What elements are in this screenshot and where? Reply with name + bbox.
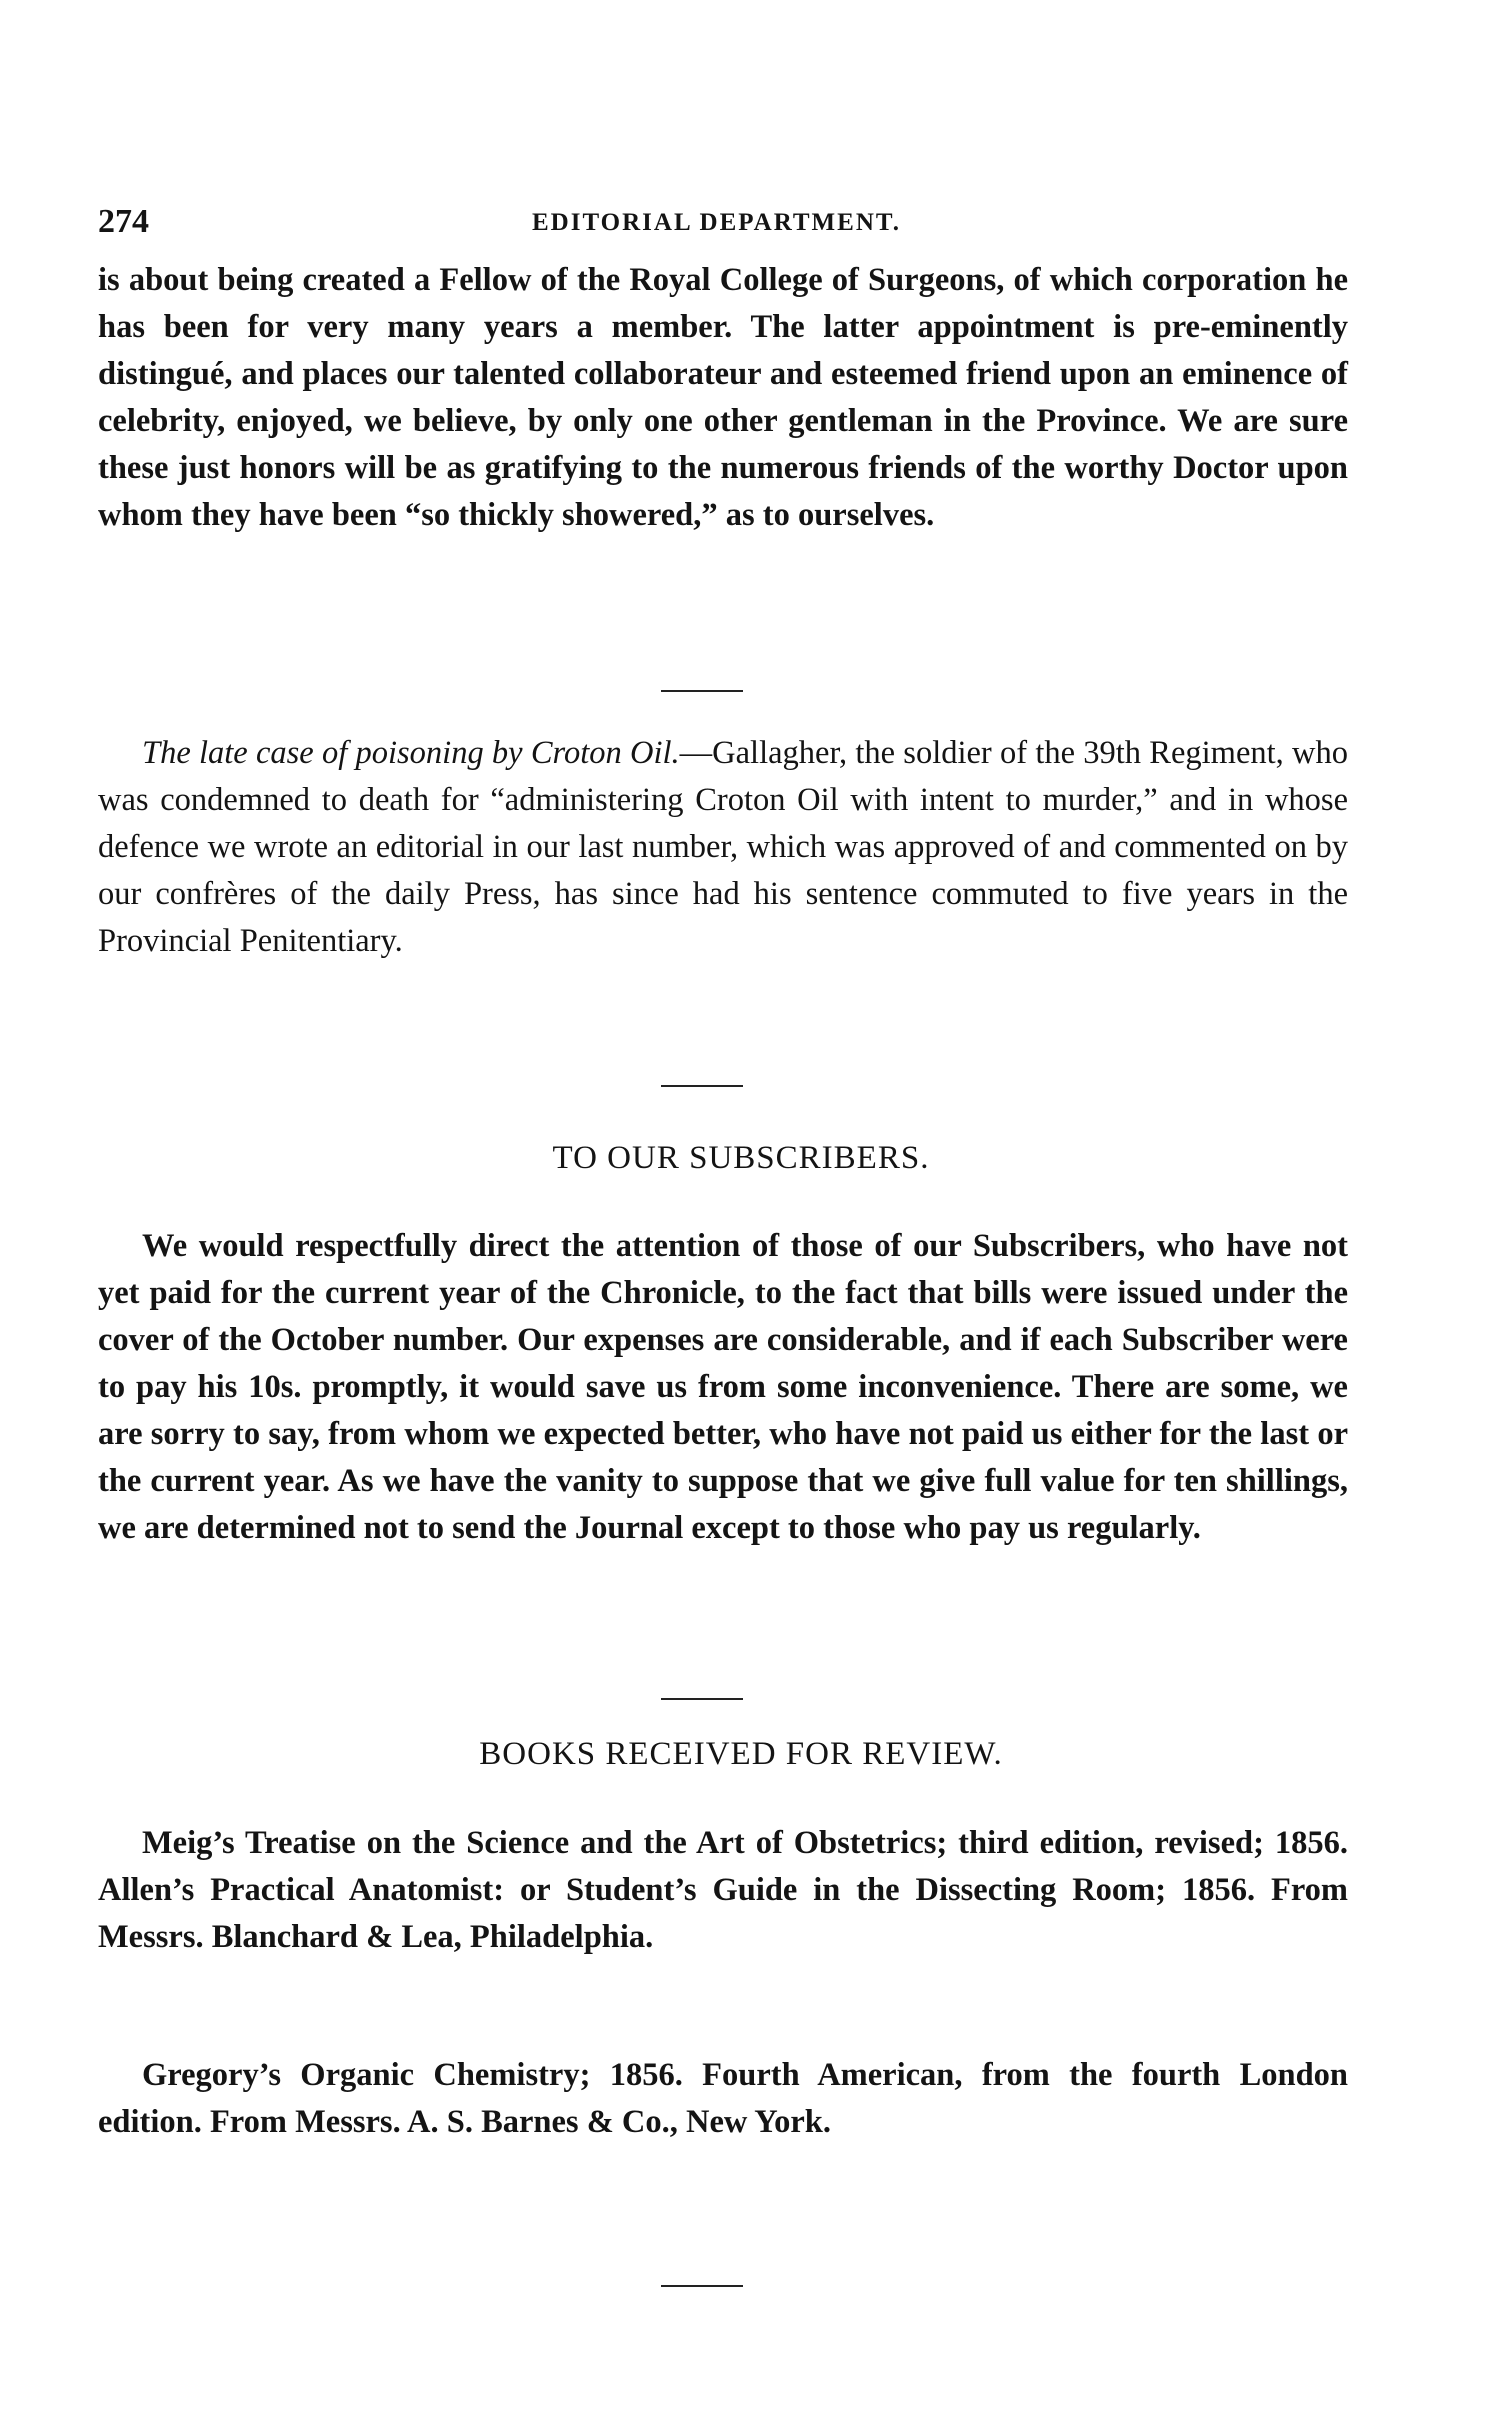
heading-books-received: BOOKS RECEIVED FOR REVIEW.	[479, 1736, 1003, 1772]
paragraph-books-2: Gregory’s Organic Chemistry; 1856. Fourth American, from the fourth London edition. From Messrs. A. S. Barnes & Co., New York.	[98, 2057, 1348, 2140]
paragraph-books-1: Meig’s Treatise on the Science and the Art of Obstetrics; third edition, revised; 1856. Allen’s Practical Anatomist: or Student’s Guide in the Dissecting Room; 1856. From Messrs. Blanchard & Lea, Philadelphia.	[98, 1825, 1348, 1955]
running-head-title: EDITORIAL DEPARTMENT.	[532, 209, 901, 236]
paragraph-subscribers: We would respectfully direct the attention of those of our Subscribers, who have not yet paid for the current year of the Chronicle, to the fact that bills were issued under the cover of the October number. Our expenses are considerable, and if each Subscriber were to pay his 10s. promptly, it would save us from some inconvenience. There are some, we are sorry to say, from whom we expected better, who have not paid us either for the last or the current year. As we have the vanity to suppose that we give full value for ten shillings, we are determined not to send the Journal except to those who pay us regularly.	[98, 1228, 1348, 1546]
paragraph-croton-oil	[98, 730, 1348, 965]
section-divider	[661, 690, 743, 692]
section-divider	[661, 1698, 743, 1700]
paragraph-text: —Gallagher, the soldier of the 39th Regiment, who was condemned to death for “administering Croton Oil with intent to murder,” and in whose defence we wrote an editorial in our last number, which was approved of and commented on by our confrères of the daily Press, has since had his sentence commuted to five years in the Provincial Penitentiary.	[98, 735, 1348, 959]
section-divider	[661, 2285, 743, 2287]
page-number: 274	[98, 203, 149, 240]
heading-subscribers: TO OUR SUBSCRIBERS.	[552, 1140, 930, 1176]
paragraph-lede: The late case of poisoning by Croton Oil.	[142, 735, 680, 771]
section-divider	[661, 1085, 743, 1087]
running-head	[98, 203, 1348, 243]
paragraph-fellowship: is about being created a Fellow of the Royal College of Surgeons, of which corporation he has been for very many years a member. The latter appointment is pre-eminently distingué, and places our talented collaborateur and esteemed friend upon an eminence of celebrity, enjoyed, we believe, by only one other gentleman in the Province. We are sure these just honors will be as gratifying to the numerous friends of the worthy Doctor upon whom they have been “so thickly showered,” as to ourselves.	[98, 262, 1348, 533]
